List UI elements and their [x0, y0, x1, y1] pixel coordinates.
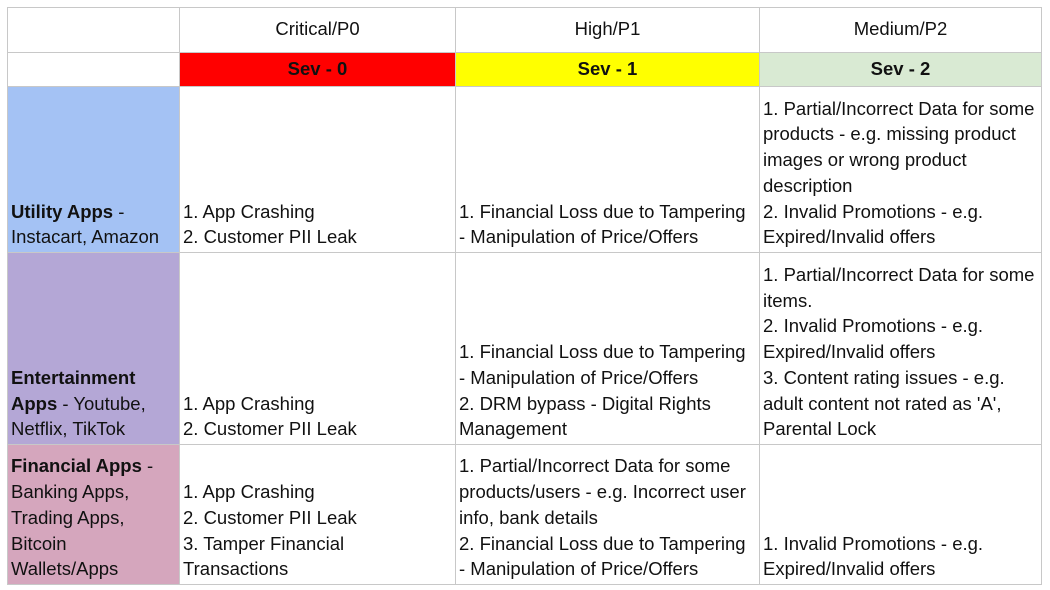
header-p2[interactable]: Medium/P2	[760, 8, 1042, 53]
list-item: 1. App Crashing	[183, 481, 315, 503]
list-item: 1. Partial/Incorrect Data for some items.	[763, 264, 1035, 311]
list-item: 1. Financial Loss due to Tampering - Manipulation of Price/Offers	[459, 341, 746, 388]
category-examples: - Banking Apps, Trading Apps, Bitcoin Wallets/Apps	[11, 455, 154, 580]
cell-financial-p0[interactable]	[180, 445, 456, 585]
severity-table	[7, 7, 1042, 585]
list-item: 3. Content rating issues - e.g. adult content not rated as 'A', Parental Lock	[763, 366, 1005, 440]
list-item: 2. Customer PII Leak	[183, 506, 357, 528]
table-row	[8, 445, 1042, 585]
cell-entertainment-p2[interactable]	[760, 253, 1042, 445]
cell-entertainment-p1[interactable]	[456, 253, 760, 445]
list-item: 2. DRM bypass - Digital Rights Management	[459, 392, 711, 440]
list-item: 1. Invalid Promotions - e.g. Expired/Invalid offers	[763, 532, 984, 580]
cell-utility-p0[interactable]	[180, 87, 456, 253]
corner-cell[interactable]	[8, 8, 180, 53]
sev0-cell[interactable]: Sev - 0	[180, 53, 456, 87]
header-row	[8, 8, 1042, 53]
cell-utility-p1[interactable]	[456, 87, 760, 253]
category-title: Utility Apps	[11, 200, 114, 222]
category-title: Financial Apps	[11, 455, 142, 477]
list-item: 2. Customer PII Leak	[183, 418, 357, 440]
list-item: 1. Partial/Incorrect Data for some products/users - e.g. Incorrect user info, bank details	[459, 455, 746, 528]
list-item: 1. App Crashing	[183, 392, 315, 414]
category-cell-entertainment[interactable]	[8, 253, 180, 445]
cell-utility-p2[interactable]	[760, 87, 1042, 253]
list-item: 2. Financial Loss due to Tampering - Manipulation of Price/Offers	[459, 532, 746, 580]
list-item: 2. Invalid Promotions - e.g. Expired/Invalid offers	[763, 200, 984, 248]
category-title: Entertainment Apps	[11, 366, 136, 414]
table-row	[8, 253, 1042, 445]
list-item: 3. Tamper Financial Transactions	[183, 532, 345, 580]
severity-corner-cell[interactable]	[8, 53, 180, 87]
list-item: 2. Customer PII Leak	[183, 226, 357, 248]
sev1-cell[interactable]: Sev - 1	[456, 53, 760, 87]
table-row	[8, 87, 1042, 253]
severity-matrix	[7, 7, 1042, 585]
cell-financial-p1[interactable]	[456, 445, 760, 585]
cell-financial-p2[interactable]	[760, 445, 1042, 585]
cell-entertainment-p0[interactable]	[180, 253, 456, 445]
list-item: 1. Partial/Incorrect Data for some products - e.g. missing product images or wrong product description	[763, 97, 1035, 196]
category-cell-utility[interactable]	[8, 87, 180, 253]
list-item: 2. Invalid Promotions - e.g. Expired/Invalid offers	[763, 315, 984, 363]
list-item: 1. Financial Loss due to Tampering - Manipulation of Price/Offers	[459, 200, 746, 248]
header-p0[interactable]: Critical/P0	[180, 8, 456, 53]
sev2-cell[interactable]: Sev - 2	[760, 53, 1042, 87]
category-examples: - Youtube, Netflix, TikTok	[11, 392, 146, 440]
category-cell-financial[interactable]	[8, 445, 180, 585]
severity-row	[8, 53, 1042, 87]
list-item: 1. App Crashing	[183, 200, 315, 222]
category-examples: - Instacart, Amazon	[11, 200, 160, 248]
header-p1[interactable]: High/P1	[456, 8, 760, 53]
